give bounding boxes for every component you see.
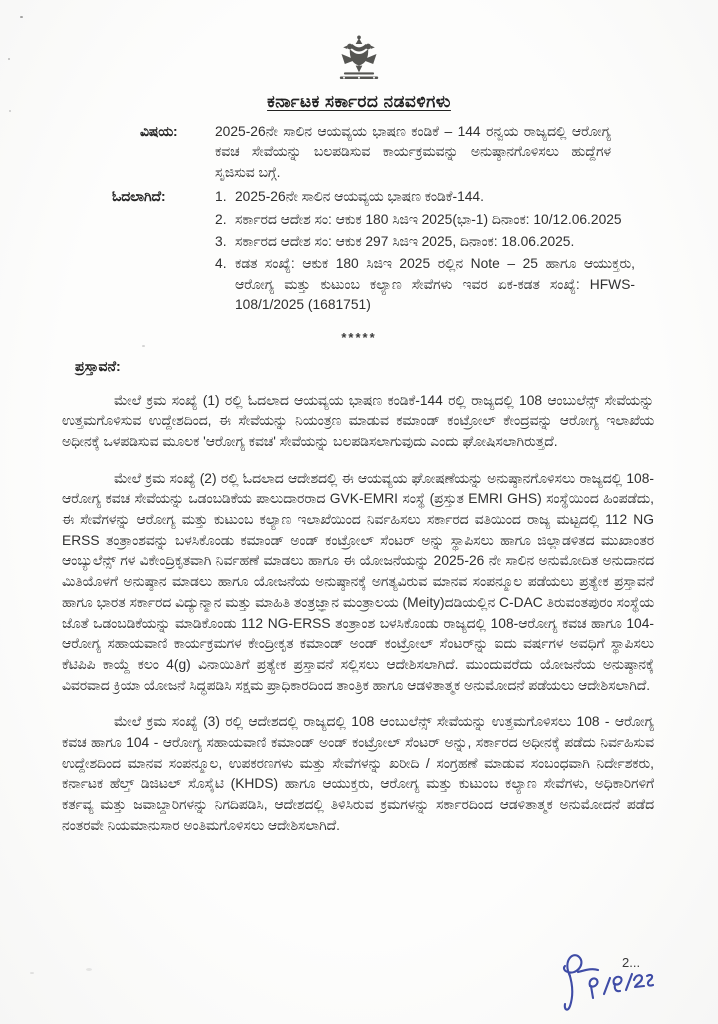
- scan-speck: [20, 16, 23, 18]
- read-reference-list: [215, 187, 635, 317]
- read-reference-item: ಕಡತ ಸಂಖ್ಯೆ: ಆಕುಕ 180 ಸಿಜಿಇ 2025 ರಲ್ಲಿನ Note – 25 ಹಾಗೂ ಆಯುಕ್ತರು, ಆರೋಗ್ಯ ಮತ್ತು ಕುಟುಂಬ ಕಲ್ಯಾಣ ಸೇವೆಗಳು ಇವರ ಏಕ-ಕಡತ ಸಂಖ್ಯೆ: HFWS-108/1/2025 (1681751): [235, 256, 635, 313]
- preamble-paragraph-3: ಮೇಲೆ ಕ್ರಮ ಸಂಖ್ಯೆ (3) ರಲ್ಲಿ ಆದೇಶದಲ್ಲಿ ರಾಜ್ಯದಲ್ಲಿ 108 ಆಂಬುಲೆನ್ಸ್ ಸೇವೆಯನ್ನು ಉತ್ತಮಗೊಳಿಸಲು 108 - ಆರೋಗ್ಯ ಕವಚ ಹಾಗೂ 104 - ಆರೋಗ್ಯ ಸಹಾಯವಾಣಿ ಕಮಾಂಡ್ ಅಂಡ್ ಕಂಟ್ರೋಲ್ ಸೆಂಟರ್ ಅನ್ನು, ಸರ್ಕಾರದ ಅಧೀನಕ್ಕೆ ಪಡೆದು ನಿರ್ವಹಿಸುವ ಉದ್ದೇಶದಿಂದ ಮಾನವ ಸಂಪನ್ಮೂಲ, ಉಪಕರಣಗಳು ಮತ್ತು ಸೇವೆಗಳನ್ನು ಖರೀದಿ / ಸಂಗ್ರಹಣೆ ಮಾಡುವ ಸಂಬಂಧವಾಗಿ ನಿರ್ದೇಶಕರು, ಕರ್ನಾಟಕ ಹೆಲ್ತ್ ಡಿಜಿಟಲ್ ಸೊಸೈಟಿ (KHDS) ಹಾಗೂ ಆಯುಕ್ತರು, ಆರೋಗ್ಯ ಮತ್ತು ಕುಟುಂಬ ಕಲ್ಯಾಣ ಸೇವೆಗಳು, ಅಧಿಕಾರಿಗಳಿಗೆ ಕರ್ತವ್ಯ ಮತ್ತು ಜವಾಬ್ದಾರಿಗಳನ್ನು ನಿಗದಿಪಡಿಸಿ, ಆದೇಶದಲ್ಲಿ ತಿಳಿಸಿರುವ ಕ್ರಮಗಳನ್ನು ಸರ್ಕಾರದಿಂದ ಆಡಳಿತಾತ್ಮಕ ಅನುಮೋದನೆ ಪಡೆದ ನಂತರವೇ ನಿಯಮಾನುಸಾರ ಅಂತಿಮಗೊಳಿಸಲು ಆದೇಶಿಸಲಾಗಿದೆ.: [62, 714, 654, 833]
- read-reference-item: ಸರ್ಕಾರದ ಆದೇಶ ಸಂ: ಆಕುಕ 180 ಸಿಜಿಇ 2025(ಭಾ-1) ದಿನಾಂಕ: 10/12.06.2025: [235, 211, 622, 227]
- karnataka-state-emblem-icon: [334, 34, 384, 84]
- header: [0, 0, 718, 89]
- preamble-paragraph-1: ಮೇಲೆ ಕ್ರಮ ಸಂಖ್ಯೆ (1) ರಲ್ಲಿ ಓದಲಾದ ಆಯವ್ಯಯ ಭಾಷಣ ಕಂಡಿಕೆ-144 ರಲ್ಲಿ ರಾಜ್ಯದಲ್ಲಿ 108 ಆಂಬುಲೆನ್ಸ್ ಸೇವೆಯನ್ನು ಉತ್ತಮಗೊಳಿಸುವ ಉದ್ದೇಶದಿಂದ, ಈ ಸೇವೆಯನ್ನು ನಿಯಂತ್ರಣ ಮಾಡುವ ಕಮಾಂಡ್ ಕಂಟ್ರೋಲ್ ಕೇಂದ್ರವನ್ನು ಆರೋಗ್ಯ ಇಲಾಖೆಯ ಅಧೀನಕ್ಕೆ ಒಳಪಡಿಸುವ ಮೂಲಕ 'ಆರೋಗ್ಯ ಕವಚ' ಸೇವೆಯನ್ನು ಬಲಪಡಿಸಲಾಗುವುದು ಎಂದು ಘೋಷಿಸಲಾಗಿರುತ್ತದೆ.: [62, 392, 654, 450]
- scan-speck: [9, 110, 11, 112]
- document-title: ಕರ್ನಾಟಕ ಸರ್ಕಾರದ ನಡವಳಿಗಳು: [267, 92, 451, 111]
- star-separator: *****: [341, 329, 377, 345]
- handwritten-signature: [548, 942, 658, 1020]
- read-reference-item: ಸರ್ಕಾರದ ಆದೇಶ ಸಂ: ಆಕುಕ 297 ಸಿಜಿಇ 2025, ದಿನಾಂಕ: 18.06.2025.: [235, 234, 575, 250]
- signature-ink-icon: [548, 942, 658, 1020]
- subject-label: ವಿಷಯ:: [140, 124, 178, 139]
- preamble-heading: ಪ್ರಸ್ತಾವನೆ:: [75, 358, 121, 375]
- scan-speck: [142, 345, 145, 347]
- page-continuation-number: 2...: [622, 955, 641, 970]
- preamble-paragraph-2: ಮೇಲೆ ಕ್ರಮ ಸಂಖ್ಯೆ (2) ರಲ್ಲಿ ಓದಲಾದ ಆದೇಶದಲ್ಲಿ ಈ ಆಯವ್ಯಯ ಘೋಷಣೆಯನ್ನು ಅನುಷ್ಠಾನಗೊಳಿಸಲು ರಾಜ್ಯದಲ್ಲಿ 108-ಆರೋಗ್ಯ ಕವಚ ಸೇವೆಯನ್ನು ಒಡಂಬಡಿಕೆಯ ಪಾಲುದಾರರಾದ GVK-EMRI ಸಂಸ್ಥೆ (ಪ್ರಸ್ತುತ EMRI GHS) ಸಂಸ್ಥೆಯಿಂದ ಹಿಂಪಡೆದು, ಈ ಸೇವೆಗಳನ್ನು ಆರೋಗ್ಯ ಮತ್ತು ಕುಟುಂಬ ಕಲ್ಯಾಣ ಇಲಾಖೆಯಿಂದ ನಿರ್ವಹಿಸಲು ಸರ್ಕಾರದ ವತಿಯಿಂದ ರಾಜ್ಯ ಮಟ್ಟದಲ್ಲಿ 112 NG ERSS ತಂತ್ರಾಂಶವನ್ನು ಬಳಸಿಕೊಂಡು ಕಮಾಂಡ್ ಅಂಡ್ ಕಂಟ್ರೋಲ್ ಸೆಂಟರ್ ಅನ್ನು ಸ್ಥಾಪಿಸಲು ಹಾಗೂ ಜಿಲ್ಲಾಡಳಿತದ ಮುಖಾಂತರ ಆಂಬ್ಯುಲೆನ್ಸ್ ಗಳ ವಿಕೇಂದ್ರಿಕೃತವಾಗಿ ನಿರ್ವಹಣೆ ಮಾಡಲು ಹಾಗೂ ಈ ಯೋಜನೆಯನ್ನು 2025-26 ನೇ ಸಾಲಿನ ಅನುಮೋದಿತ ಅನುದಾನದ ಮಿತಿಯೊಳಗೆ ಅನುಷ್ಠಾನ ಮಾಡಲು ಹಾಗೂ ಯೋಜನೆಯ ಅನುಷ್ಠಾನಕ್ಕೆ ಅಗತ್ಯವಿರುವ ಮಾನವ ಸಂಪನ್ಮೂಲ ಪಡೆಯಲು ಪ್ರತ್ಯೇಕ ಪ್ರಸ್ತಾವನೆ ಹಾಗೂ ಭಾರತ ಸರ್ಕಾರದ ವಿದ್ಯುನ್ಮಾನ ಮತ್ತು ಮಾಹಿತಿ ತಂತ್ರಜ್ಞಾನ ಮಂತ್ರಾಲಯ (Meity)ದಡಿಯಲ್ಲಿನ C-DAC ತಿರುವಂತಪುರಂ ಸಂಸ್ಥೆಯ ಜೊತೆ ಒಡಂಬಡಿಕೆಯನ್ನು ಮಾಡಿಕೊಂಡು 112 NG-ERSS ತಂತ್ರಾಂಶ ಬಳಸಿಕೊಂಡು ರಾಜ್ಯದಲ್ಲಿ 108-ಆರೋಗ್ಯ ಕವಚ ಹಾಗೂ 104-ಆರೋಗ್ಯ ಸಹಾಯವಾಣಿ ಕಾರ್ಯಕ್ರಮಗಳ ಕೇಂದ್ರೀಕೃತ ಕಮಾಂಡ್ ಅಂಡ್ ಕಂಟ್ರೋಲ್ ಸೆಂಟರ್‌ನ್ನು ಐದು ವರ್ಷಗಳ ಅವಧಿಗೆ ಸ್ಥಾಪಿಸಲು ಕೆಟಿಪಿಪಿ ಕಾಯ್ದೆ ಕಲಂ 4(g) ವಿನಾಯಿತಿಗೆ ಪ್ರತ್ಯೇಕ ಪ್ರಸ್ತಾವನೆ ಸಲ್ಲಿಸಲು ಆದೇಶಿಸಲಾಗಿದೆ. ಮುಂದುವರೆದು ಯೋಜನೆಯ ಅನುಷ್ಠಾನಕ್ಕೆ ವಿವರವಾದ ಕ್ರಿಯಾ ಯೋಜನೆ ಸಿದ್ಧಪಡಿಸಿ ಸಕ್ಷಮ ಪ್ರಾಧಿಕಾರದಿಂದ ತಾಂತ್ರಿಕ ಹಾಗೂ ಆಡಳಿತಾತ್ಮಕ ಅನುಮೋದನೆ ಪಡೆಯಲು ಆದೇಶಿಸಲಾಗಿದೆ.: [62, 470, 654, 693]
- scan-speck: [8, 58, 10, 60]
- read-reference-item: 2025-26ನೇ ಸಾಲಿನ ಆಯವ್ಯಯ ಭಾಷಣ ಕಂಡಿಕೆ-144.: [235, 189, 484, 205]
- read-section: [112, 187, 654, 317]
- subject-text: 2025-26ನೇ ಸಾಲಿನ ಆಯವ್ಯಯ ಭಾಷಣ ಕಂಡಿಕೆ – 144 ರನ್ವಯ ರಾಜ್ಯದಲ್ಲಿ ಆರೋಗ್ಯ ಕವಚ ಸೇವೆಯನ್ನು ಬಲಪಡಿಸುವ ಕಾರ್ಯಕ್ರಮವನ್ನು ಅನುಷ್ಠಾನಗೊಳಿಸಲು ಹುದ್ದೆಗಳ ಸೃಜಿಸುವ ಬಗ್ಗೆ.: [215, 124, 611, 180]
- subject-section: [140, 122, 654, 183]
- read-label: ಓದಲಾಗಿದೆ:: [112, 189, 166, 205]
- scan-speck: [30, 972, 34, 974]
- scan-speck: [86, 968, 92, 971]
